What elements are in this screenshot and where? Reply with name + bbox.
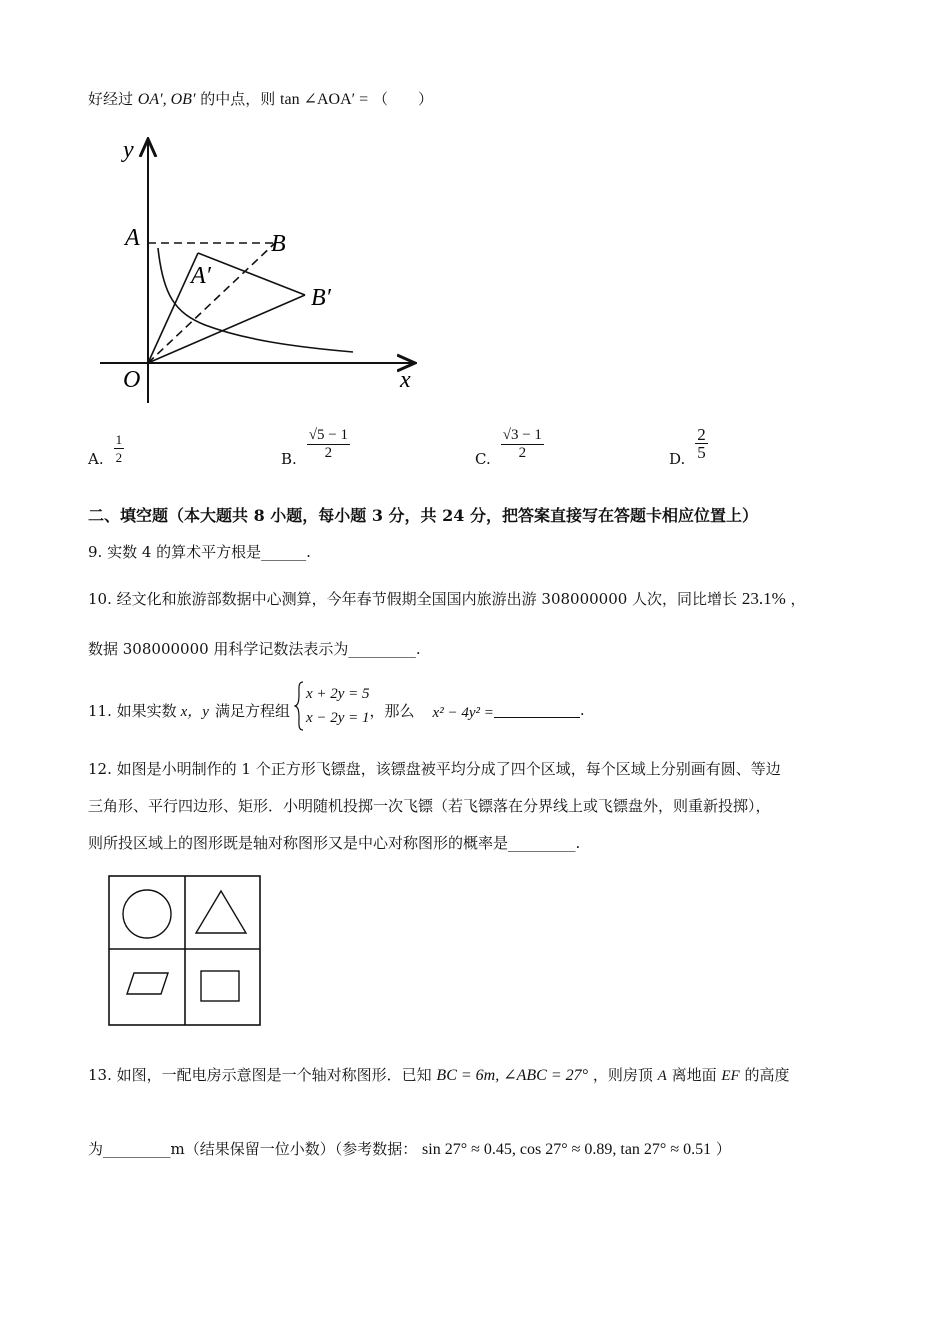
q10-line1 — [88, 588, 806, 609]
q8-coordinate-figure — [95, 135, 425, 405]
q13-line1-suffix: ，则房顶 — [592, 1066, 653, 1084]
q12-line1: 12. 如图是小明制作的 1 个正方形飞镖盘，该镖盘被平均分成了四个区域，每个区域上分别画有圆、等边 — [88, 760, 781, 778]
q11 — [88, 678, 585, 734]
label-b-prime: B′ — [311, 285, 331, 311]
brace-icon — [294, 680, 304, 732]
q11-mid: 满足方程组 — [214, 701, 290, 720]
option-c-num: √3 − 1 — [502, 426, 542, 443]
q8-intro-prefix: 好经过 — [88, 90, 134, 108]
section-2-heading: 二、填空题（本大题共 8 小题，每小题 3 分，共 24 分，把答案直接写在答题卡相应位置上） — [88, 506, 758, 525]
q10-line1-text: 10. 经文化和旅游部数据中心测算，今年春节假期全国国内旅游出游 308000000 人次，同比增长 — [88, 590, 738, 608]
label-a-prime: A′ — [191, 263, 211, 289]
q13-line2-math: sin 27° ≈ 0.45, cos 27° ≈ 0.89, tan 27° ≈ 0.51 — [422, 1141, 712, 1158]
label-a: A — [125, 225, 140, 251]
q11-eq2: x − 2y = 1 — [305, 710, 370, 726]
q8-intro-mid: 的中点，则 — [200, 90, 276, 108]
option-a-num: 1 — [115, 431, 123, 447]
triangle-shape-icon — [196, 891, 246, 933]
q11-system — [294, 680, 370, 732]
q12-line2: 三角形、平行四边形、矩形．小明随机投掷一次飞镖（若飞镖落在分界线上或飞镖盘外，则重新投掷）， — [88, 797, 771, 815]
option-d-fraction — [695, 426, 708, 461]
option-b-fraction — [307, 427, 350, 462]
q11-prefix: 11. 如果实数 — [88, 701, 177, 720]
q10-comma: ， — [790, 590, 806, 608]
q11-vars: x，y — [180, 703, 209, 720]
q10-percent: 23.1% — [741, 589, 786, 608]
option-b-letter: B. — [281, 450, 297, 468]
option-c-den: 2 — [518, 444, 527, 461]
q13-line1-a: A — [657, 1068, 667, 1084]
q11-eq1: x + 2y = 5 — [305, 686, 370, 702]
q9: 9. 实数 4 的算术平方根是______. — [88, 543, 311, 561]
q8-option-d — [669, 418, 708, 468]
q10-line2: 数据 308000000 用科学记数法表示为_________. — [88, 640, 421, 658]
q8-intro — [88, 88, 433, 109]
segment-ob-prime — [148, 295, 305, 363]
q13-line1-ef: EF — [721, 1068, 740, 1084]
q11-answer-blank[interactable] — [494, 703, 580, 718]
label-y: y — [123, 137, 134, 163]
q12-line3: 则所投区域上的图形既是轴对称图形又是中心对称图形的概率是_________. — [88, 834, 581, 852]
circle-shape-icon — [123, 890, 171, 938]
q13-line2-prefix: 为_________m（结果保留一位小数）（参考数据： — [88, 1140, 418, 1158]
q13-line2 — [88, 1138, 731, 1159]
q12-dartboard-figure — [108, 875, 262, 1027]
q13-line1-prefix: 13. 如图，一配电房示意图是一个轴对称图形．已知 — [88, 1066, 432, 1084]
label-o: O — [123, 367, 141, 393]
segment-a-prime-b-prime — [198, 253, 305, 295]
q8-intro-paren: （ ） — [372, 90, 433, 108]
q8-option-a — [88, 428, 124, 468]
q13-line1 — [88, 1064, 790, 1085]
option-a-letter: A. — [88, 450, 104, 468]
q11-end: . — [579, 701, 585, 719]
q8-intro-math: OA′, OB′ — [137, 91, 196, 108]
option-d-num: 2 — [697, 424, 706, 444]
q8-option-b — [281, 420, 350, 468]
option-d-letter: D. — [669, 450, 686, 468]
parallelogram-shape-icon — [127, 973, 168, 994]
rectangle-shape-icon — [201, 971, 239, 1001]
q13-line1-math: BC = 6m, ∠ABC = 27° — [436, 1067, 589, 1084]
option-a-fraction — [114, 431, 125, 466]
segment-ob-dashed — [148, 243, 275, 363]
q8-option-c — [475, 420, 544, 468]
option-d-den: 5 — [697, 442, 706, 462]
q13-line1-end: 的高度 — [744, 1066, 790, 1084]
option-b-den: 2 — [324, 444, 333, 461]
q8-intro-tan: tan ∠AOA′ = — [280, 91, 369, 108]
label-x: x — [400, 367, 411, 393]
option-c-letter: C. — [475, 450, 491, 468]
label-b: B — [271, 231, 286, 257]
q11-expr: x² − 4y² = — [432, 704, 494, 721]
q11-then: ，那么 — [369, 701, 415, 720]
q13-line2-end: ） — [715, 1140, 731, 1158]
q13-line1-mid: 离地面 — [671, 1066, 717, 1084]
option-a-den: 2 — [115, 449, 123, 465]
option-c-fraction — [501, 427, 544, 462]
option-b-num: √5 − 1 — [308, 426, 348, 443]
